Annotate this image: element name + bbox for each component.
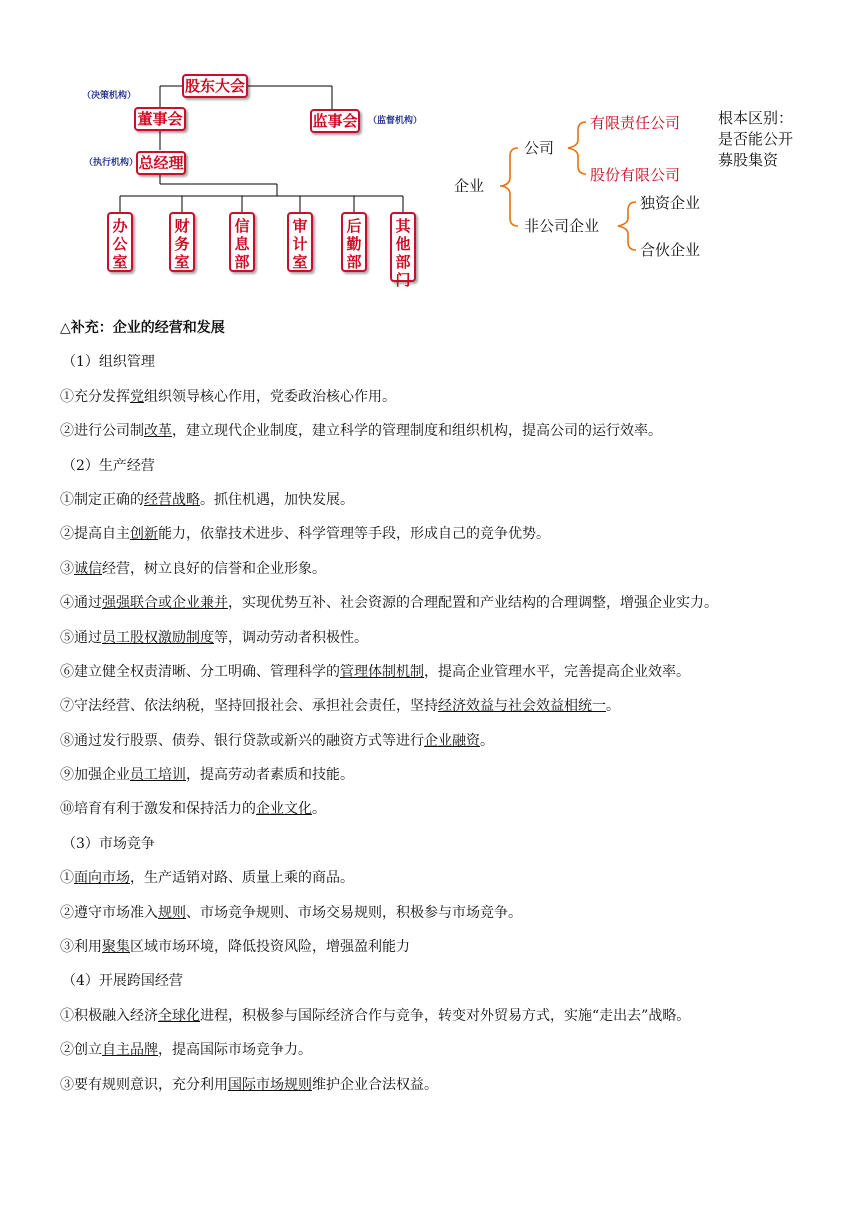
s3-item-2: ②遵守市场准入规则、市场竞争规则、市场交易规则，积极参与市场竞争。 <box>60 904 522 921</box>
supervisors-box: 监事会 <box>310 109 360 133</box>
s2-item-4: ④通过强强联合或企业兼并，实现优势互补、社会资源的合理配置和产业结构的合理调整，增强企业实力。 <box>60 595 718 612</box>
s2-item-3: ③诚信经营，树立良好的信誉和企业形象。 <box>60 560 326 577</box>
s3-item-1: ①面向市场，生产适销对路、质量上乘的商品。 <box>60 870 354 887</box>
s4-item-1: ①积极融入经济全球化进程，积极参与国际经济合作与竞争，转变对外贸易方式，实施“走出去”战略。 <box>60 1007 691 1024</box>
s3-heading: （3）市场竞争 <box>62 835 155 852</box>
section-title: △补充：企业的经营和发展 <box>60 320 225 336</box>
label-partnership: 合伙企业 <box>640 241 701 259</box>
s2-item-9: ⑨加强企业员工培训，提高劳动者素质和技能。 <box>60 767 354 784</box>
general-manager-box: 总经理 <box>136 151 186 175</box>
s1-item-1: ①充分发挥党组织领导核心作用，党委政治核心作用。 <box>60 388 396 405</box>
dept-other: 其他部门 <box>390 212 416 282</box>
label-llc: 有限责任公司 <box>590 114 681 132</box>
s4-item-3: ③要有规则意识，充分利用国际市场规则维护企业合法权益。 <box>60 1076 438 1093</box>
s2-item-6: ⑥建立健全权责清晰、分工明确、管理科学的管理体制机制，提高企业管理水平，完善提高企业效率。 <box>60 663 690 680</box>
content-body <box>60 316 820 1107</box>
label-company: 公司 <box>524 139 555 157</box>
s2-item-2: ②提高自主创新能力，依靠技术进步、科学管理等手段，形成自己的竞争优势。 <box>60 526 550 543</box>
label-enterprise: 企业 <box>454 177 485 195</box>
note-line-2: 是否能公开 <box>718 130 794 148</box>
s4-heading: （4）开展跨国经营 <box>62 973 183 990</box>
note-decision: （决策机构） <box>82 91 137 101</box>
shareholders-meeting-box: 股东大会 <box>182 74 248 98</box>
s2-item-7: ⑦守法经营、依法纳税，坚持回报社会、承担社会责任，坚持经济效益与社会效益相统一。 <box>60 698 620 715</box>
note-line-3: 募股集资 <box>718 151 779 169</box>
note-execute: （执行机构） <box>84 158 139 168</box>
dept-info: 信息部 <box>229 212 255 272</box>
dept-logistics: 后勤部 <box>341 212 367 272</box>
org-chart-connectors <box>0 0 440 300</box>
note-line-1: 根本区别： <box>718 109 794 127</box>
dept-finance: 财务室 <box>169 212 195 272</box>
board-box: 董事会 <box>134 107 186 131</box>
s3-item-3: ③利用聚集区域市场环境，降低投资风险，增强盈利能力 <box>60 939 410 956</box>
s2-heading: （2）生产经营 <box>62 457 155 474</box>
enterprise-classification <box>440 100 860 270</box>
s1-heading: （1）组织管理 <box>62 354 155 371</box>
label-joint-stock: 股份有限公司 <box>590 166 681 184</box>
org-chart <box>0 0 440 300</box>
s2-item-10: ⑩培育有利于激发和保持活力的企业文化。 <box>60 801 326 818</box>
label-sole: 独资企业 <box>640 194 701 212</box>
dept-office: 办公室 <box>107 212 133 272</box>
s2-item-5: ⑤通过员工股权激励制度等，调动劳动者积极性。 <box>60 629 368 646</box>
dept-audit: 审计室 <box>287 212 313 272</box>
s1-item-2: ②进行公司制改革，建立现代企业制度，建立科学的管理制度和组织机构，提高公司的运行效率。 <box>60 423 662 440</box>
note-supervise: （监督机构） <box>368 116 423 126</box>
s4-item-2: ②创立自主品牌，提高国际市场竞争力。 <box>60 1042 312 1059</box>
label-non-company: 非公司企业 <box>524 217 600 235</box>
s2-item-1: ①制定正确的经营战略。抓住机遇，加快发展。 <box>60 491 354 508</box>
s2-item-8: ⑧通过发行股票、债券、银行贷款或新兴的融资方式等进行企业融资。 <box>60 732 494 749</box>
